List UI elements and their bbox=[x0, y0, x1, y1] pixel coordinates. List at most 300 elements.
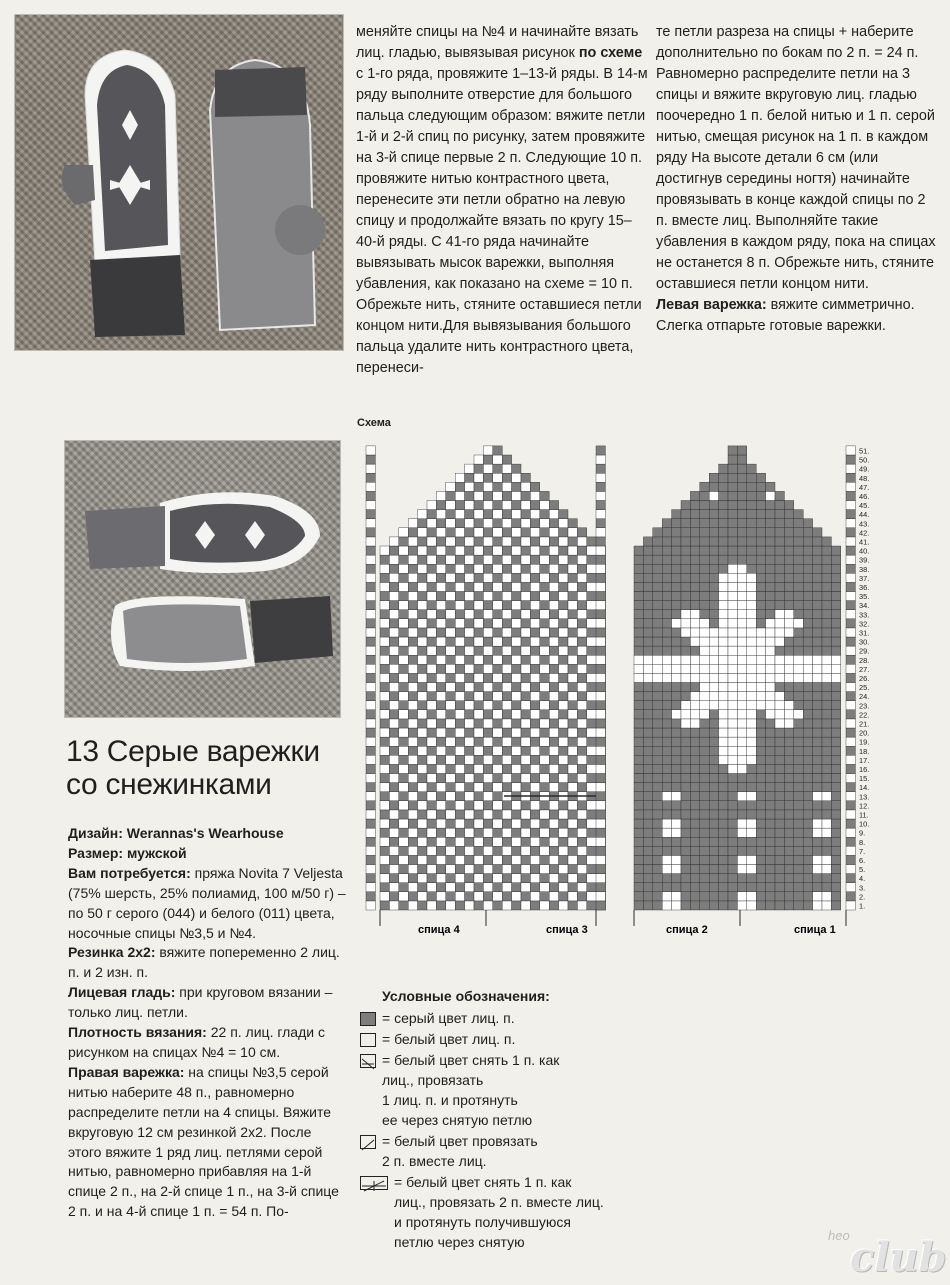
chart-cell bbox=[493, 628, 502, 637]
chart-cell bbox=[813, 655, 822, 664]
chart-cell bbox=[530, 692, 539, 701]
chart-cell bbox=[493, 610, 502, 619]
chart-cell bbox=[446, 874, 455, 883]
chart-cell bbox=[784, 519, 793, 528]
side-cell bbox=[596, 537, 605, 546]
chart-cell bbox=[794, 837, 803, 846]
chart-cell bbox=[436, 783, 445, 792]
legend-symbol-white bbox=[360, 1033, 376, 1047]
chart-cell bbox=[813, 673, 822, 682]
chart-cell bbox=[719, 683, 728, 692]
chart-cell bbox=[822, 837, 831, 846]
chart-cell bbox=[559, 710, 568, 719]
side-cell bbox=[596, 564, 605, 573]
side-cell bbox=[846, 810, 855, 819]
chart-cell bbox=[643, 664, 652, 673]
chart-cell bbox=[380, 837, 389, 846]
chart-cell bbox=[455, 537, 464, 546]
chart-cell bbox=[766, 655, 775, 664]
chart-cell bbox=[813, 737, 822, 746]
chart-cell bbox=[380, 819, 389, 828]
chart-grid bbox=[366, 446, 855, 926]
chart-cell bbox=[389, 573, 398, 582]
chart-cell bbox=[380, 664, 389, 673]
chart-cell bbox=[389, 783, 398, 792]
side-cell bbox=[846, 837, 855, 846]
chart-cell bbox=[540, 892, 549, 901]
chart-cell bbox=[493, 755, 502, 764]
chart-cell bbox=[530, 837, 539, 846]
chart-cell bbox=[681, 855, 690, 864]
chart-cell bbox=[831, 664, 840, 673]
chart-cell bbox=[766, 810, 775, 819]
chart-cell bbox=[474, 819, 483, 828]
side-cell bbox=[366, 719, 375, 728]
chart-cell bbox=[690, 701, 699, 710]
chart-cell bbox=[380, 901, 389, 910]
chart-cell bbox=[577, 901, 586, 910]
chart-cell bbox=[446, 528, 455, 537]
row-number: 34. bbox=[859, 601, 870, 611]
chart-cell bbox=[549, 519, 558, 528]
side-cell bbox=[596, 628, 605, 637]
chart-cell bbox=[709, 582, 718, 591]
chart-cell bbox=[700, 901, 709, 910]
chart-cell bbox=[577, 546, 586, 555]
bold-run: Вам потребуется: bbox=[68, 864, 191, 881]
chart-cell bbox=[502, 728, 511, 737]
chart-cell bbox=[756, 482, 765, 491]
chart-cell bbox=[399, 646, 408, 655]
chart-cell bbox=[747, 728, 756, 737]
chart-cell bbox=[719, 619, 728, 628]
chart-cell bbox=[455, 582, 464, 591]
chart-cell bbox=[747, 737, 756, 746]
chart-cell bbox=[672, 601, 681, 610]
chart-cell bbox=[794, 774, 803, 783]
chart-cell bbox=[813, 601, 822, 610]
chart-cell bbox=[568, 874, 577, 883]
side-cell bbox=[366, 464, 375, 473]
chart-cell bbox=[502, 865, 511, 874]
chart-cell bbox=[766, 582, 775, 591]
side-cell bbox=[366, 510, 375, 519]
chart-cell bbox=[427, 519, 436, 528]
chart-cell bbox=[436, 710, 445, 719]
chart-cell bbox=[709, 673, 718, 682]
chart-cell bbox=[549, 573, 558, 582]
chart-cell bbox=[728, 601, 737, 610]
chart-cell bbox=[634, 855, 643, 864]
chart-cell bbox=[775, 628, 784, 637]
chart-cell bbox=[747, 573, 756, 582]
chart-cell bbox=[399, 855, 408, 864]
chart-cell bbox=[672, 892, 681, 901]
chart-cell bbox=[568, 846, 577, 855]
chart-cell bbox=[483, 683, 492, 692]
chart-cell bbox=[756, 883, 765, 892]
chart-cell bbox=[540, 555, 549, 564]
chart-cell bbox=[587, 746, 596, 755]
chart-cell bbox=[399, 673, 408, 682]
chart-cell bbox=[690, 710, 699, 719]
chart-cell bbox=[418, 892, 427, 901]
chart-cell bbox=[784, 710, 793, 719]
chart-cell bbox=[436, 846, 445, 855]
chart-cell bbox=[521, 828, 530, 837]
chart-cell bbox=[380, 655, 389, 664]
chart-cell bbox=[455, 473, 464, 482]
chart-cell bbox=[455, 746, 464, 755]
row-number: 23. bbox=[859, 701, 870, 711]
chart-cell bbox=[446, 482, 455, 491]
chart-cell bbox=[784, 510, 793, 519]
chart-cell bbox=[831, 728, 840, 737]
chart-cell bbox=[775, 683, 784, 692]
chart-cell bbox=[737, 683, 746, 692]
chart-cell bbox=[427, 701, 436, 710]
chart-cell bbox=[747, 810, 756, 819]
chart-cell bbox=[474, 573, 483, 582]
chart-cell bbox=[737, 719, 746, 728]
chart-cell bbox=[502, 764, 511, 773]
chart-cell bbox=[408, 865, 417, 874]
chart-cell bbox=[662, 810, 671, 819]
chart-cell bbox=[587, 810, 596, 819]
chart-cell bbox=[831, 628, 840, 637]
chart-cell bbox=[389, 555, 398, 564]
chart-cell bbox=[521, 874, 530, 883]
chart-cell bbox=[719, 628, 728, 637]
chart-cell bbox=[408, 528, 417, 537]
chart-cell bbox=[681, 801, 690, 810]
chart-cell bbox=[568, 710, 577, 719]
chart-cell bbox=[380, 783, 389, 792]
chart-cell bbox=[427, 537, 436, 546]
side-cell bbox=[846, 482, 855, 491]
chart-cell bbox=[794, 546, 803, 555]
chart-cell bbox=[483, 774, 492, 783]
chart-cell bbox=[540, 701, 549, 710]
chart-cell bbox=[399, 764, 408, 773]
chart-cell bbox=[577, 619, 586, 628]
side-cell bbox=[846, 701, 855, 710]
row-number: 47. bbox=[859, 482, 870, 492]
chart-cell bbox=[803, 737, 812, 746]
chart-cell bbox=[493, 473, 502, 482]
chart-cell bbox=[455, 892, 464, 901]
chart-cell bbox=[728, 446, 737, 455]
chart-cell bbox=[728, 837, 737, 846]
chart-cell bbox=[831, 846, 840, 855]
chart-cell bbox=[436, 801, 445, 810]
chart-cell bbox=[455, 774, 464, 783]
chart-cell bbox=[540, 883, 549, 892]
chart-cell bbox=[389, 564, 398, 573]
chart-cell bbox=[474, 692, 483, 701]
chart-cell bbox=[446, 628, 455, 637]
chart-cell bbox=[502, 455, 511, 464]
chart-cell bbox=[568, 573, 577, 582]
chart-cell bbox=[408, 728, 417, 737]
chart-cell bbox=[559, 637, 568, 646]
chart-cell bbox=[446, 755, 455, 764]
chart-cell bbox=[672, 692, 681, 701]
chart-cell bbox=[831, 855, 840, 864]
chart-cell bbox=[465, 637, 474, 646]
chart-cell bbox=[483, 510, 492, 519]
chart-cell bbox=[568, 764, 577, 773]
chart-cell bbox=[643, 819, 652, 828]
chart-cell bbox=[465, 746, 474, 755]
side-cell bbox=[366, 519, 375, 528]
chart-cell bbox=[389, 673, 398, 682]
chart-cell bbox=[418, 528, 427, 537]
chart-cell bbox=[756, 673, 765, 682]
chart-cell bbox=[775, 637, 784, 646]
chart-cell bbox=[559, 519, 568, 528]
chart-cell bbox=[672, 901, 681, 910]
chart-cell bbox=[493, 728, 502, 737]
chart-cell bbox=[803, 892, 812, 901]
chart-cell bbox=[700, 828, 709, 837]
paragraph bbox=[68, 983, 348, 1023]
chart-cell bbox=[455, 874, 464, 883]
chart-cell bbox=[502, 737, 511, 746]
chart-cell bbox=[493, 528, 502, 537]
chart-cell bbox=[709, 683, 718, 692]
chart-cell bbox=[446, 846, 455, 855]
chart-cell bbox=[577, 646, 586, 655]
chart-cell bbox=[530, 746, 539, 755]
side-cell bbox=[846, 755, 855, 764]
chart-cell bbox=[775, 573, 784, 582]
chart-cell bbox=[794, 537, 803, 546]
chart-cell bbox=[455, 683, 464, 692]
chart-cell bbox=[662, 564, 671, 573]
chart-cell bbox=[483, 792, 492, 801]
chart-cell bbox=[389, 592, 398, 601]
chart-cell bbox=[540, 683, 549, 692]
chart-cell bbox=[747, 883, 756, 892]
chart-cell bbox=[690, 792, 699, 801]
chart-cell bbox=[672, 801, 681, 810]
chart-cell bbox=[427, 901, 436, 910]
side-cell bbox=[366, 855, 375, 864]
side-cell bbox=[366, 901, 375, 910]
chart-cell bbox=[549, 646, 558, 655]
chart-cell bbox=[747, 464, 756, 473]
chart-cell bbox=[446, 601, 455, 610]
chart-cell bbox=[756, 582, 765, 591]
chart-cell bbox=[408, 846, 417, 855]
chart-cell bbox=[737, 537, 746, 546]
chart-cell bbox=[709, 874, 718, 883]
chart-cell bbox=[803, 819, 812, 828]
chart-cell bbox=[653, 655, 662, 664]
chart-cell bbox=[427, 810, 436, 819]
chart-cell bbox=[747, 592, 756, 601]
chart-cell bbox=[559, 701, 568, 710]
chart-cell bbox=[794, 628, 803, 637]
chart-cell bbox=[530, 582, 539, 591]
chart-cell bbox=[427, 792, 436, 801]
chart-cell bbox=[672, 728, 681, 737]
chart-cell bbox=[483, 473, 492, 482]
side-cell bbox=[366, 874, 375, 883]
chart-cell bbox=[662, 655, 671, 664]
chart-cell bbox=[549, 673, 558, 682]
chart-cell bbox=[766, 501, 775, 510]
chart-cell bbox=[690, 810, 699, 819]
chart-cell bbox=[455, 655, 464, 664]
chart-cell bbox=[719, 701, 728, 710]
chart-cell bbox=[399, 792, 408, 801]
chart-cell bbox=[831, 655, 840, 664]
chart-cell bbox=[549, 846, 558, 855]
chart-cell bbox=[747, 610, 756, 619]
chart-cell bbox=[653, 637, 662, 646]
chart-cell bbox=[756, 683, 765, 692]
chart-cell bbox=[577, 846, 586, 855]
paragraph bbox=[68, 824, 348, 844]
chart-cell bbox=[737, 737, 746, 746]
chart-cell bbox=[803, 792, 812, 801]
chart-cell bbox=[530, 801, 539, 810]
chart-cell bbox=[690, 519, 699, 528]
chart-cell bbox=[784, 555, 793, 564]
chart-cell bbox=[418, 874, 427, 883]
chart-cell bbox=[493, 582, 502, 591]
chart-cell bbox=[512, 865, 521, 874]
chart-cell bbox=[502, 510, 511, 519]
chart-cell bbox=[465, 792, 474, 801]
chart-cell bbox=[474, 455, 483, 464]
chart-cell bbox=[483, 537, 492, 546]
side-cell bbox=[596, 673, 605, 682]
chart-cell bbox=[775, 837, 784, 846]
chart-cell bbox=[803, 855, 812, 864]
chart-cell bbox=[822, 582, 831, 591]
side-cell bbox=[846, 883, 855, 892]
chart-cell bbox=[389, 701, 398, 710]
chart-cell bbox=[831, 828, 840, 837]
chart-cell bbox=[634, 792, 643, 801]
legend-item bbox=[360, 1131, 660, 1171]
chart-cell bbox=[465, 883, 474, 892]
chart-cell bbox=[559, 828, 568, 837]
chart-cell bbox=[709, 473, 718, 482]
chart-cell bbox=[756, 846, 765, 855]
chart-cell bbox=[465, 901, 474, 910]
chart-cell bbox=[728, 491, 737, 500]
chart-cell bbox=[794, 874, 803, 883]
chart-cell bbox=[709, 592, 718, 601]
chart-cell bbox=[455, 692, 464, 701]
chart-cell bbox=[803, 764, 812, 773]
chart-cell bbox=[427, 637, 436, 646]
legend-item bbox=[360, 1008, 660, 1028]
chart-cell bbox=[474, 628, 483, 637]
needle-label: спица 3 bbox=[546, 924, 588, 936]
chart-cell bbox=[399, 874, 408, 883]
chart-cell bbox=[446, 901, 455, 910]
side-cell bbox=[846, 564, 855, 573]
chart-cell bbox=[747, 473, 756, 482]
chart-cell bbox=[831, 892, 840, 901]
chart-cell bbox=[521, 546, 530, 555]
chart-cell bbox=[587, 619, 596, 628]
chart-cell bbox=[493, 874, 502, 883]
chart-cell bbox=[521, 683, 530, 692]
chart-cell bbox=[521, 801, 530, 810]
chart-cell bbox=[502, 573, 511, 582]
chart-cell bbox=[747, 482, 756, 491]
chart-cell bbox=[521, 573, 530, 582]
chart-cell bbox=[813, 582, 822, 591]
chart-cell bbox=[784, 646, 793, 655]
chart-cell bbox=[408, 592, 417, 601]
side-cell bbox=[596, 855, 605, 864]
chart-cell bbox=[719, 592, 728, 601]
chart-cell bbox=[784, 564, 793, 573]
chart-cell bbox=[587, 673, 596, 682]
chart-cell bbox=[540, 710, 549, 719]
chart-cell bbox=[672, 528, 681, 537]
chart-cell bbox=[559, 855, 568, 864]
chart-cell bbox=[549, 828, 558, 837]
chart-cell bbox=[756, 692, 765, 701]
chart-cell bbox=[540, 646, 549, 655]
row-number: 41. bbox=[859, 537, 870, 547]
chart-cell bbox=[521, 473, 530, 482]
chart-cell bbox=[794, 582, 803, 591]
chart-cell bbox=[418, 664, 427, 673]
chart-cell bbox=[493, 501, 502, 510]
chart-cell bbox=[756, 792, 765, 801]
chart-cell bbox=[568, 519, 577, 528]
chart-cell bbox=[408, 601, 417, 610]
chart-cell bbox=[465, 728, 474, 737]
chart-cell bbox=[766, 537, 775, 546]
chart-cell bbox=[775, 801, 784, 810]
chart-cell bbox=[709, 619, 718, 628]
row-number: 50. bbox=[859, 455, 870, 465]
chart-cell bbox=[831, 774, 840, 783]
side-cell bbox=[846, 655, 855, 664]
chart-cell bbox=[521, 637, 530, 646]
chart-cell bbox=[813, 746, 822, 755]
chart-cell bbox=[418, 846, 427, 855]
chart-cell bbox=[446, 792, 455, 801]
chart-cell bbox=[474, 510, 483, 519]
chart-cell bbox=[530, 637, 539, 646]
chart-cell bbox=[587, 664, 596, 673]
side-cell bbox=[366, 491, 375, 500]
chart-cell bbox=[634, 628, 643, 637]
chart-cell bbox=[803, 883, 812, 892]
chart-cell bbox=[700, 510, 709, 519]
chart-cell bbox=[389, 610, 398, 619]
chart-cell bbox=[408, 892, 417, 901]
chart-cell bbox=[587, 701, 596, 710]
chart-cell bbox=[399, 901, 408, 910]
chart-cell bbox=[728, 664, 737, 673]
chart-cell bbox=[709, 491, 718, 500]
chart-cell bbox=[436, 491, 445, 500]
chart-cell bbox=[831, 874, 840, 883]
chart-cell bbox=[530, 710, 539, 719]
